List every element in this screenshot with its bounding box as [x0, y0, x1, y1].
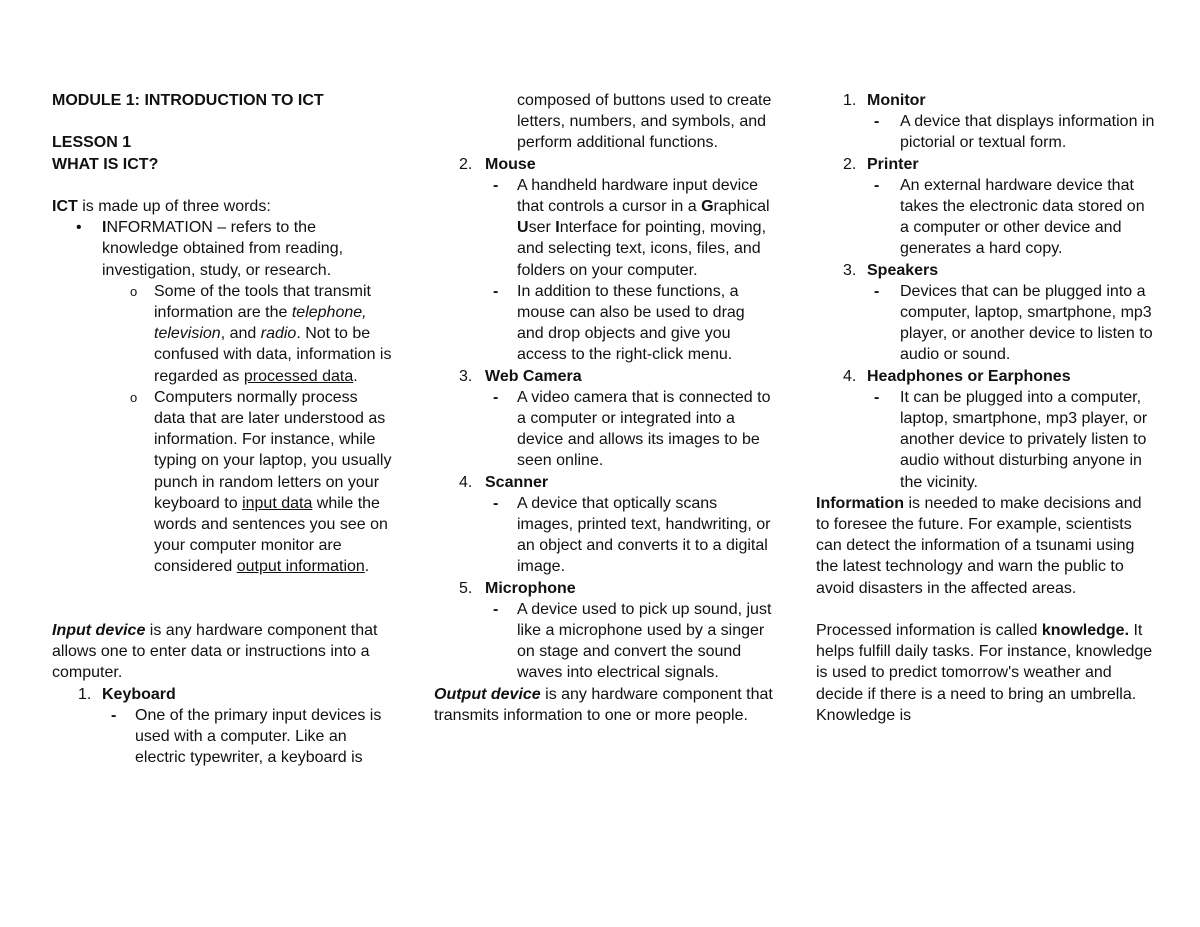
sub1-text-c: . Not to be confused with data, information is regarded as [154, 325, 392, 385]
information-paragraph [816, 493, 1156, 599]
printer-item [816, 154, 1156, 175]
ict-intro [52, 196, 392, 217]
info-text: NFORMATION – refers to the knowledge obtained from reading, investigation, study, or research. [102, 219, 344, 279]
input-device-definition [52, 620, 392, 684]
list-number: 5. [459, 579, 473, 597]
dash-icon: - [874, 176, 880, 194]
microphone-item [434, 578, 774, 599]
dash-icon: - [111, 706, 117, 724]
scanner-item [434, 472, 774, 493]
monitor-desc-text: A device that displays information in pictorial or textual form. [900, 113, 1155, 152]
list-number: 3. [843, 261, 857, 279]
speakers-title: Speakers [867, 261, 939, 279]
microphone-desc [434, 599, 774, 684]
output-device-definition [434, 684, 774, 726]
headphones-desc-text: It can be plugged into a computer, laptop, smartphone, mp3 player, or another device to privately listen to audio without disturbing anyone in the vicinity. [900, 388, 1148, 491]
dash-icon: - [493, 282, 499, 300]
speakers-item [816, 260, 1156, 281]
column-3 [816, 90, 1156, 726]
processed-data-underline: processed data [243, 367, 354, 385]
printer-desc [816, 175, 1156, 260]
speakers-desc [816, 281, 1156, 366]
speakers-desc-text: Devices that can be plugged into a computer, laptop, smartphone, mp3 player, or another device to listen to audio or sound. [900, 282, 1153, 364]
information-term: Information [816, 494, 904, 512]
headphones-title: Headphones or Earphones [867, 367, 1071, 385]
mouse-desc-1 [434, 175, 774, 281]
output-information-underline: output information [236, 558, 365, 576]
spacer [816, 599, 1156, 620]
spacer [52, 175, 392, 196]
printer-title: Printer [867, 155, 919, 173]
headphones-desc [816, 387, 1156, 493]
webcam-desc [434, 387, 774, 472]
sub1-text-b: , and [220, 325, 261, 343]
mouse-desc1-b: nterface for pointing, moving, and selecting text, icons, files, and folders on your computer. [517, 219, 767, 279]
input-device-text: is any hardware component that allows one to enter data or instructions into a computer. [52, 622, 378, 682]
mouse-desc2-text: In addition to these functions, a mouse can also be used to drag and drop objects and give you access to the right-click menu. [517, 282, 745, 364]
scanner-desc [434, 493, 774, 578]
microphone-desc-text: A device used to pick up sound, just like a microphone used by a singer on stage and convert the sound waves into electrical signals. [517, 600, 772, 682]
mouse-item [434, 154, 774, 175]
spacer [52, 578, 392, 599]
list-number: 4. [459, 473, 473, 491]
webcam-desc-text: A video camera that is connected to a computer or integrated into a device and allows its images to be seen online. [517, 388, 771, 470]
processed-text-b: It helps fulfill daily tasks. For instance, knowledge is used to predict tomorrow's weather and decide if there is a need to bring an umbrella. Knowledge is [816, 622, 1153, 724]
processed-text-a: Processed information is called [816, 622, 1042, 640]
dash-icon: - [493, 176, 499, 194]
lesson-number: LESSON 1 [52, 134, 132, 152]
gui-raphical: raphical [713, 198, 770, 216]
webcam-item [434, 366, 774, 387]
scanner-title: Scanner [485, 473, 549, 491]
headphones-item [816, 366, 1156, 387]
sub1-italic: telephone, television [154, 304, 367, 343]
sub2-text-c: . [364, 558, 370, 576]
mouse-title: Mouse [485, 155, 536, 173]
sub2-text-a: Computers normally process data that are later understood as information. For instance, while typing on your laptop, you usually punch in random letters on your keyboard to [154, 388, 392, 512]
keyboard-title: Keyboard [102, 685, 176, 703]
column-2 [434, 90, 774, 726]
list-number: 1. [843, 92, 857, 109]
microphone-title: Microphone [485, 579, 576, 597]
circle-bullet-icon: o [130, 389, 138, 405]
monitor-desc [816, 111, 1156, 153]
information-bullet [52, 217, 392, 281]
printer-desc-text: An external hardware device that takes the electronic data stored on a computer or other device and generates a hard copy. [900, 176, 1145, 258]
module-title: MODULE 1: INTRODUCTION TO ICT [52, 92, 324, 109]
dash-icon: - [874, 282, 880, 300]
circle-bullet-icon: o [130, 283, 138, 299]
info-first-letter: I [102, 219, 107, 237]
spacer [52, 599, 392, 620]
sub1-italic2: radio [260, 325, 297, 343]
output-device-term: Output device [434, 685, 541, 703]
spacer [52, 111, 392, 132]
dash-icon: - [874, 113, 880, 131]
sub1-text-a: Some of the tools that transmit information are the [154, 282, 371, 321]
dash-icon: - [493, 494, 499, 512]
input-data-underline: input data [242, 494, 313, 512]
sub1-text-d: . [353, 367, 358, 385]
knowledge-term: knowledge. [1041, 622, 1130, 640]
gui-g: G [701, 198, 714, 216]
bullet-icon: • [76, 219, 82, 237]
keyboard-desc-continued [434, 90, 774, 154]
list-number: 4. [843, 367, 857, 385]
monitor-title: Monitor [867, 92, 926, 109]
sub-bullet-tools [52, 281, 392, 387]
gui-i: I [555, 219, 560, 237]
mouse-desc-2 [434, 281, 774, 366]
input-device-term: Input device [52, 622, 146, 640]
keyboard-desc-cont-text: composed of buttons used to create letters, numbers, and symbols, and perform additional functions. [517, 92, 772, 152]
list-number: 2. [843, 155, 857, 173]
output-device-text: is any hardware component that transmits information to one or more people. [434, 685, 773, 724]
information-text: is needed to make decisions and to foresee the future. For example, scientists can detect the information of a tsunami using the latest technology and warn the public to avoid disasters in the affected areas. [816, 494, 1142, 597]
dash-icon: - [874, 388, 880, 406]
dash-icon: - [493, 600, 499, 618]
gui-ser: ser [528, 219, 556, 237]
ict-term: ICT [52, 197, 78, 215]
dash-icon: - [493, 388, 499, 406]
lesson-title: WHAT IS ICT? [52, 155, 159, 173]
keyboard-desc [52, 705, 392, 769]
knowledge-paragraph [816, 620, 1156, 726]
sub2-text-b: while the words and sentences you see on your computer monitor are considered [154, 494, 388, 576]
webcam-title: Web Camera [485, 367, 582, 385]
list-number: 3. [459, 367, 473, 385]
list-number: 2. [459, 155, 473, 173]
monitor-item [816, 90, 1156, 111]
mouse-desc1-a: A handheld hardware input device that controls a cursor in a [517, 176, 759, 216]
scanner-desc-text: A device that optically scans images, printed text, handwriting, or an object and converts it to a digital image. [517, 494, 771, 576]
sub-bullet-computers [52, 387, 392, 578]
gui-u: U [517, 219, 529, 237]
ict-intro-text: is made up of three words: [77, 197, 271, 215]
list-number: 1. [78, 685, 92, 703]
keyboard-item [52, 684, 392, 705]
column-1 [52, 90, 392, 768]
keyboard-desc-text: One of the primary input devices is used with a computer. Like an electric typewriter, a keyboard is [135, 706, 382, 767]
